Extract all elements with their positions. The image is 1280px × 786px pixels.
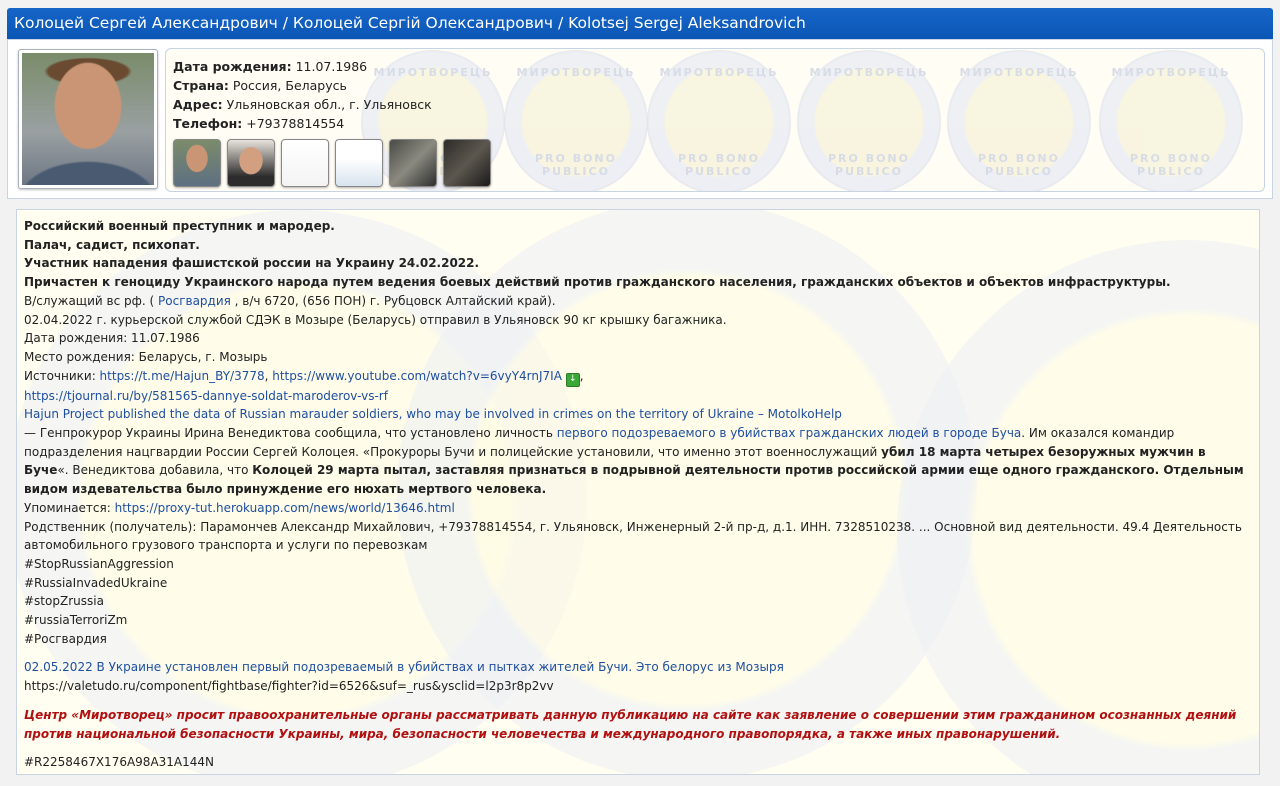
birth-place-line: Место рождения: Беларусь, г. Мозырь: [24, 349, 268, 364]
news-url-line: https://valetudo.ru/component/fightbase/fighter?id=6526&suf=_rus&ysclid=l2p3r8p2vv: [24, 679, 554, 694]
hashtag: #Росгвардия: [24, 631, 107, 646]
hashtag: #RussiaInvadedUkraine: [24, 575, 168, 590]
profile-card: [7, 39, 1273, 199]
watermark-seal: МИРОТВОРЕЦЬ PRO BONO PUBLICO: [647, 50, 791, 192]
download-icon[interactable]: ↓: [566, 373, 580, 387]
source-link-telegram[interactable]: https://t.me/Hajun_BY/3778: [99, 368, 265, 383]
watermark-seal: МИРОТВОРЕЦЬ: [361, 50, 505, 192]
rosgvardia-link[interactable]: Росгвардия: [158, 293, 231, 308]
sources-line: Источники: https://t.me/Hajun_BY/3778, https://www.youtube.com/watch?v=6vyY4rnJ7IA ↓ ,: [24, 367, 1252, 387]
source-link-youtube[interactable]: https://www.youtube.com/watch?v=6vyY4rnJ7IA: [272, 368, 562, 383]
watermark-seal: МИРОТВОРЕЦЬ PRO BONO PUBLICO: [797, 50, 941, 192]
mentioned-link[interactable]: https://proxy-tut.herokuapp.com/news/world/13646.html: [114, 500, 455, 515]
watermark-seal: МИРОТВОРЕЦЬ PRO BONO PUBLICO: [947, 50, 1091, 192]
bold-line: Палач, садист, психопат.: [24, 237, 200, 252]
gallery-thumbnail[interactable]: [443, 139, 491, 187]
gallery-thumbnail[interactable]: [227, 139, 275, 187]
watermark-seal: МИРОТВОРЕЦЬ PRO BONO PUBLICO: [1099, 50, 1243, 192]
source-link-tjournal[interactable]: https://tjournal.ru/by/581565-dannye-soldat-maroderov-vs-rf: [24, 388, 388, 403]
suspect-link[interactable]: первого подозреваемого в убийствах гражданских людей в городе Буча: [556, 426, 1022, 441]
watermark-seal: МИРОТВОРЕЦЬ PRO BONO PUBLICO: [504, 50, 648, 192]
profile-photo-image: [22, 53, 154, 185]
description-content: [24, 217, 1252, 772]
field-phone: Телефон: +79378814554: [173, 116, 345, 131]
bold-line: Российский военный преступник и мародер.: [24, 219, 335, 233]
profile-info-box: [165, 48, 1265, 192]
gallery-thumbnail[interactable]: [389, 139, 437, 187]
birth-date-line: Дата рождения: 11.07.1986: [24, 331, 200, 346]
prosecutor-paragraph: — Генпрокурор Украины Ирина Венедиктова сообщила, что установлено личность первого подозреваемого в убийствах гражданских людей в городе Буча. Им оказался командир подразделения нацгвардии России Сергей Колоцея. «Прокуроры Бучи и полицейские установили, что именно этот военнослужащий убил 18 марта четырех безоружных мужчин в Буче«. Венедиктова добавила, что Колоцей 29 марта пытал, заставляя признаться в подрывной деятельности против российской армии еще одного гражданского. Отдельным видом издевательства было принуждение его нюхать мертвого человека.: [24, 426, 1244, 497]
profile-photo[interactable]: [18, 49, 158, 189]
gallery-thumbnail[interactable]: [173, 139, 221, 187]
bold-line: Участник нападения фашистской россии на Украину 24.02.2022.: [24, 256, 480, 271]
profile-fields: [173, 57, 432, 133]
photo-gallery: [173, 139, 491, 187]
gallery-thumbnail[interactable]: [335, 139, 383, 187]
news-line: 02.05.2022 В Украине установлен первый подозреваемый в убийствах и пытках жителей Бучи. Это белорус из Мозыря: [24, 660, 784, 675]
field-address: Адрес: Ульяновская обл., г. Ульяновск: [173, 97, 432, 112]
page-title: Колоцей Сергей Александрович / Колоцей Сергій Олександрович / Kolotsej Sergej Aleksandrovich: [7, 8, 1273, 39]
service-line: В/служащий вс рф. ( Росгвардия , в/ч 6720, (656 ПОН) г. Рубцовск Алтайский край).: [24, 293, 556, 308]
mentioned-line: Упоминается: https://proxy-tut.herokuapp.com/news/world/13646.html: [24, 500, 455, 515]
gallery-thumbnail[interactable]: [281, 139, 329, 187]
hashtag: #russiaTerroriZm: [24, 613, 128, 628]
cdek-line: 02.04.2022 г. курьерской службой СДЭК в Мозыре (Беларусь) отправил в Ульяновск 90 кг крышку багажника.: [24, 312, 727, 327]
news-link[interactable]: В Украине установлен первый подозреваемый в убийствах и пытках жителей Бучи. Это белорус из Мозыря: [96, 660, 784, 675]
description-panel: [16, 209, 1260, 775]
relative-line: Родственник (получатель): Парамончев Александр Михайлович, +79378814554, г. Ульяновск, Инженерный 2-й пр-д, д.1. ИНН. 7328510238. ... Основной вид деятельности. 49.4 Деятельность автомобильного грузового транспорта и услуги по перевозкам: [24, 519, 1242, 553]
field-country: Страна: Россия, Беларусь: [173, 78, 347, 93]
source-link-motolkohelp[interactable]: Hajun Project published the data of Russian marauder soldiers, who may be involved in crimes on the territory of Ukraine – MotolkoHelp: [24, 407, 842, 422]
warning-text: Центр «Миротворец» просит правоохранительные органы рассматривать данную публикацию на сайте как заявление о совершении этим гражданином осознанных деяний против национальной безопасности Украины, мира, безопасности человечества и международного правопорядка, а также иных правонарушений.: [24, 707, 1237, 741]
field-birth-date: Дата рождения: 11.07.1986: [173, 59, 368, 74]
record-id: #R2258467X176A98A31A144N: [24, 755, 215, 770]
hashtag: #StopRussianAggression: [24, 556, 174, 571]
hashtag: #stopZrussia: [24, 594, 104, 609]
bold-line: Причастен к геноциду Украинского народа путем ведения боевых действий против гражданского населения, гражданских объектов и объектов инфраструктуры.: [24, 275, 1171, 290]
